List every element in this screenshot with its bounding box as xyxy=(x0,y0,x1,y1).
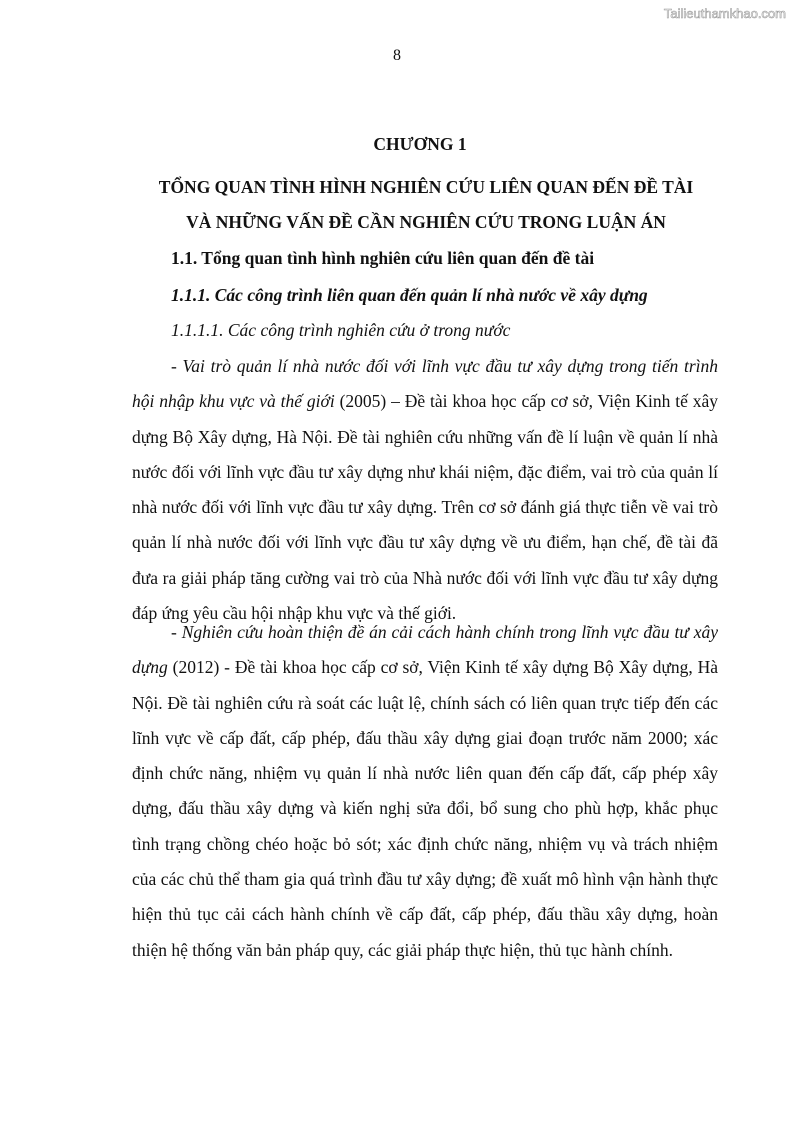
chapter-title-line-1: TỔNG QUAN TÌNH HÌNH NGHIÊN CỨU LIÊN QUAN ĐẾN ĐỀ TÀI xyxy=(158,177,694,197)
body-paragraph-2 xyxy=(132,615,718,968)
paragraph-2-work-title: Nghiên cứu hoàn thiện đề án cải cách hành chính trong lĩnh vực đầu tư xây dựng xyxy=(132,622,718,678)
paragraph-1-lead: - xyxy=(171,356,183,376)
paragraph-2-lead: - xyxy=(171,622,182,642)
paragraph-1-text: (2005) – Đề tài khoa học cấp cơ sở, Viện Kinh tế xây dựng Bộ Xây dựng, Hà Nội. Đề tài nghiên cứu những vấn đề lí luận về quản lí nhà nước đối với lĩnh vực đầu tư xây dựng như khái niệm, đặc điểm, vai trò của quản lí nhà nước đối với lĩnh vực đầu tư xây dựng. Trên cơ sở đánh giá thực tiễn về vai trò quản lí nhà nước đối với lĩnh vực đầu tư xây dựng về ưu điểm, hạn chế, đề tài đã đưa ra giải pháp tăng cường vai trò của Nhà nước đối với lĩnh vực đầu tư xây dựng đáp ứng yêu cầu hội nhập khu vực và thế giới. xyxy=(132,391,719,624)
page-number: 8 xyxy=(393,47,401,64)
section-heading-1-1-1: 1.1.1. Các công trình liên quan đến quản lí nhà nước về xây dựng xyxy=(171,285,648,305)
body-paragraph-1 xyxy=(132,349,718,631)
chapter-title-line-2: VÀ NHỮNG VẤN ĐỀ CẦN NGHIÊN CỨU TRONG LUẬN ÁN xyxy=(186,212,666,232)
watermark-text: Tailieuthamkhao.com xyxy=(663,6,786,21)
chapter-heading: CHƯƠNG 1 xyxy=(373,134,467,154)
paragraph-2-text: (2012) - Đề tài khoa học cấp cơ sở, Viện Kinh tế xây dựng Bộ Xây dựng, Hà Nội. Đề tài nghiên cứu rà soát các luật lệ, chính sách có liên quan trực tiếp đến các lĩnh vực về cấp đất, cấp phép, đấu thầu xây dựng giai đoạn trước năm 2000; xác định chức năng, nhiệm vụ quản lí nhà nước liên quan đến cấp đất, cấp phép xây dựng, đấu thầu xây dựng và kiến nghị sửa đổi, bổ sung cho phù hợp, khắc phục tình trạng chồng chéo hoặc bỏ sót; xác định chức năng, nhiệm vụ và trách nhiệm của các chủ thể tham gia quá trình đầu tư xây dựng; đề xuất mô hình vận hành thực hiện thủ tục cải cách hành chính về cấp đất, cấp phép, đấu thầu xây dựng, hoàn thiện hệ thống văn bản pháp quy, các giải pháp thực hiện, thủ tục hành chính. xyxy=(132,657,718,960)
section-heading-1-1-1-1: 1.1.1.1. Các công trình nghiên cứu ở trong nước xyxy=(171,320,511,340)
paragraph-1-work-title: Vai trò quản lí nhà nước đối với lĩnh vực đầu tư xây dựng trong tiến trình hội nhập khu vực và thế giới xyxy=(132,356,718,412)
section-heading-1-1: 1.1. Tổng quan tình hình nghiên cứu liên quan đến đề tài xyxy=(171,248,595,268)
